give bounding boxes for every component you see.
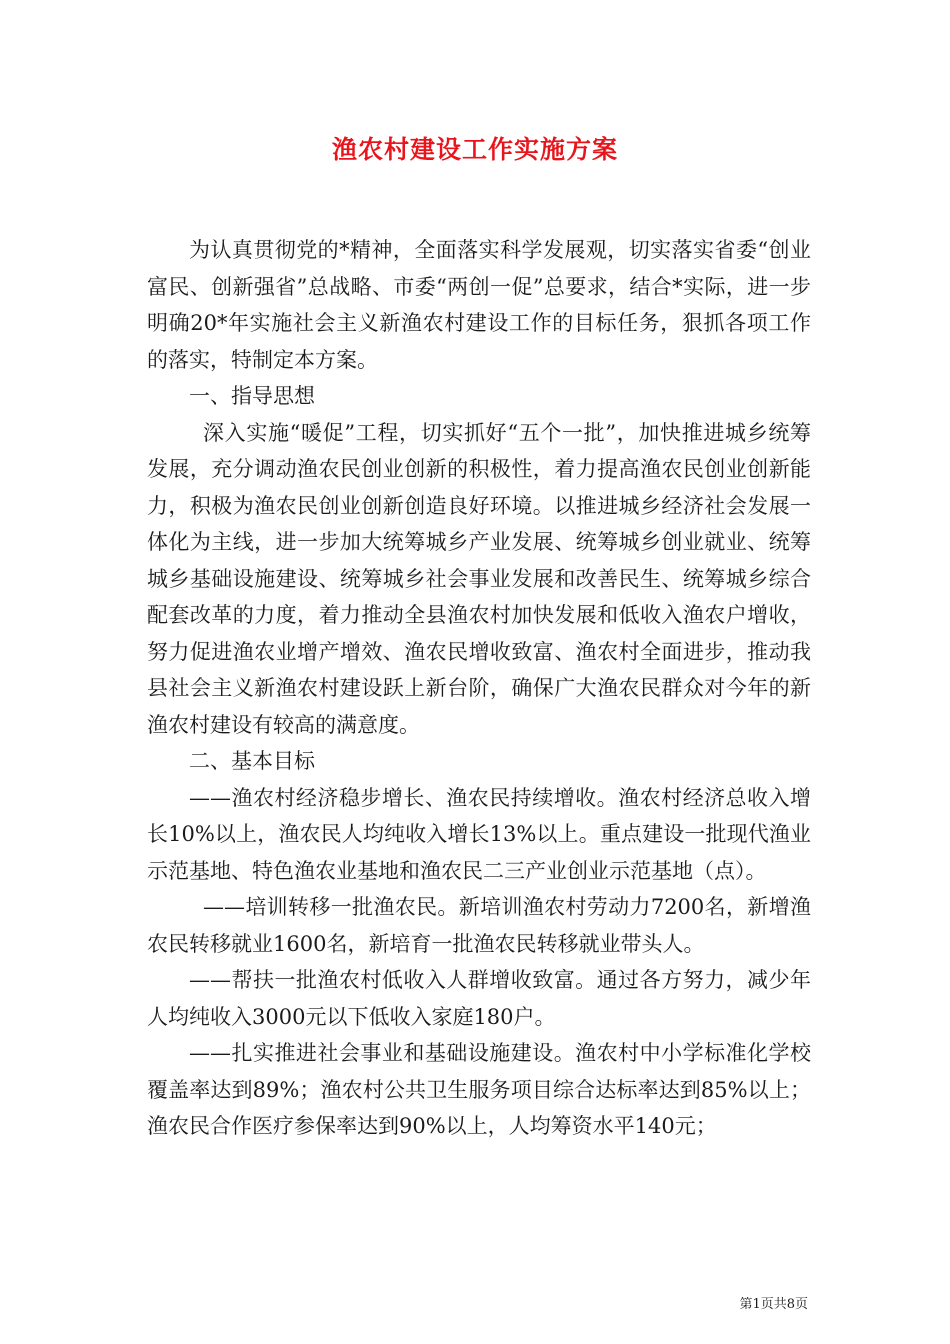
section-heading-guiding-thought: 一、指导思想 — [189, 384, 315, 408]
guiding-thought-paragraph: 深入实施“暖促”工程，切实抓好“五个一批”，加快推进城乡统筹发展，充分调动渔农民创业创新的积极性，着力提高渔农民创业创新能力，积极为渔农民创业创新创造良好环境。以推进城乡经济社会发展一体化为主线，进一步加大统筹城乡产业发展、统筹城乡创业就业、统筹城乡基础设施建设、统筹城乡社会事业发展和改善民生、统筹城乡综合配套改革的力度，着力推动全县渔农村加快发展和低收入渔农户增收，努力促进渔农业增产增效、渔农民增收致富、渔农村全面进步，推动我县社会主义新渔农村建设跃上新台阶，确保广大渔农民群众对今年的新渔农村建设有较高的满意度。 — [147, 420, 811, 737]
section-heading-basic-goals: 二、基本目标 — [189, 749, 315, 773]
document-title: 渔农村建设工作实施方案 — [331, 135, 618, 164]
goal-paragraph-economy: ——渔农村经济稳步增长、渔农民持续增收。渔农村经济总收入增长10%以上，渔农民人均纯收入增长13%以上。重点建设一批现代渔业示范基地、特色渔农业基地和渔农民二三产业创业示范基地（点）。 — [147, 785, 811, 883]
goal-paragraph-low-income: ——帮扶一批渔农村低收入人群增收致富。通过各方努力，减少年人均纯收入3000元以下低收入家庭180户。 — [147, 968, 811, 1029]
goal-paragraph-infrastructure: ——扎实推进社会事业和基础设施建设。渔农村中小学标准化学校覆盖率达到89%；渔农村公共卫生服务项目综合达标率达到85%以上；渔农民合作医疗参保率达到90%以上，人均筹资水平140元； — [147, 1041, 811, 1138]
goal-paragraph-training: ——培训转移一批渔农民。新培训渔农村劳动力7200名，新增渔农民转移就业1600名，新培育一批渔农民转移就业带头人。 — [147, 895, 811, 956]
page-number: 第1页共8页 — [739, 1297, 808, 1312]
document-body — [147, 232, 811, 1145]
intro-paragraph: 为认真贯彻党的*精神，全面落实科学发展观，切实落实省委“创业富民、创新强省”总战略、市委“两创一促”总要求，结合*实际，进一步明确20*年实施社会主义新渔农村建设工作的目标任务，狠抓各项工作的落实，特制定本方案。 — [147, 238, 811, 372]
